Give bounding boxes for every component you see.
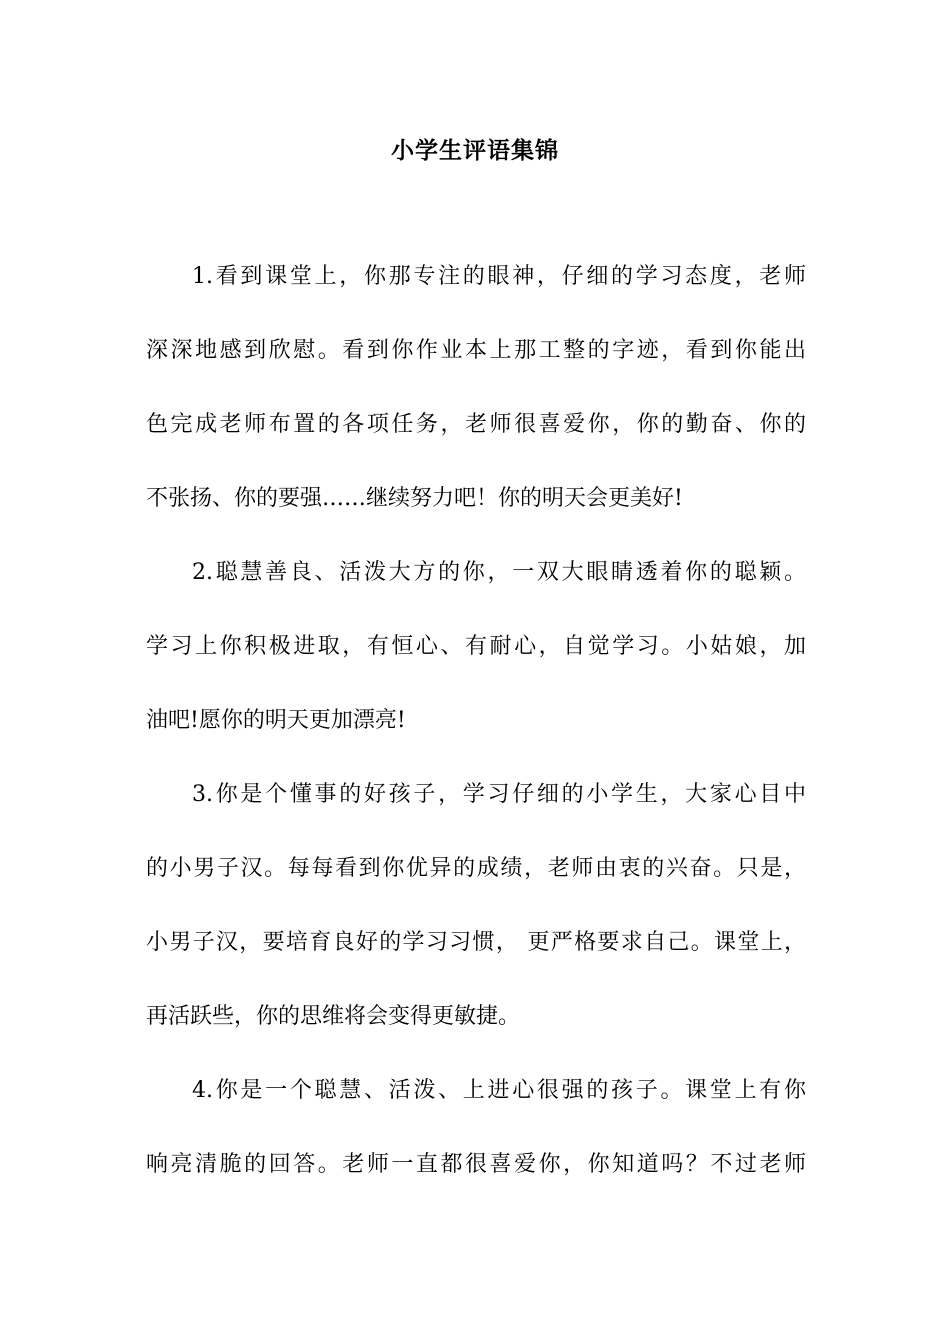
document-title: 小学生评语集锦: [391, 138, 559, 164]
paragraph-line: 响亮清脆的回答。老师一直都很喜爱你，你知道吗？不过老师: [146, 1152, 806, 1177]
paragraph-line: 2.聪慧善良、活泼大方的你，一双大眼睛透着你的聪颖。: [192, 560, 806, 585]
paragraph-line: 不张扬、你的要强……继续努力吧！你的明天会更美好!: [146, 486, 683, 511]
paragraph-line: 色完成老师布置的各项任务，老师很喜爱你，你的勤奋、你的: [146, 412, 806, 437]
paragraph-line: 的小男子汉。每每看到你优异的成绩，老师由衷的兴奋。只是，: [146, 856, 806, 881]
paragraph-line: 学习上你积极进取，有恒心、有耐心，自觉学习。小姑娘，加: [146, 634, 806, 659]
paragraph-2: [146, 554, 806, 739]
paragraph-1: [146, 258, 806, 517]
document-body: [146, 258, 806, 1220]
paragraph-line: 小男子汉，要培育良好的学习习惯， 更严格要求自己。课堂上，: [146, 930, 806, 955]
paragraph-line: 1.看到课堂上，你那专注的眼神，仔细的学习态度，老师: [192, 264, 806, 289]
paragraph-line: 再活跃些，你的思维将会变得更敏捷。: [146, 1004, 521, 1029]
paragraph-3: [146, 776, 806, 1035]
paragraph-line: 3.你是个懂事的好孩子，学习仔细的小学生，大家心目中: [192, 782, 806, 807]
paragraph-line: 4.你是一个聪慧、活泼、上进心很强的孩子。课堂上有你: [192, 1078, 806, 1103]
paragraph-line: 油吧!愿你的明天更加漂亮!: [146, 708, 406, 733]
paragraph-line: 深深地感到欣慰。看到你作业本上那工整的字迹，看到你能出: [146, 338, 806, 363]
paragraph-4: [146, 1072, 806, 1183]
